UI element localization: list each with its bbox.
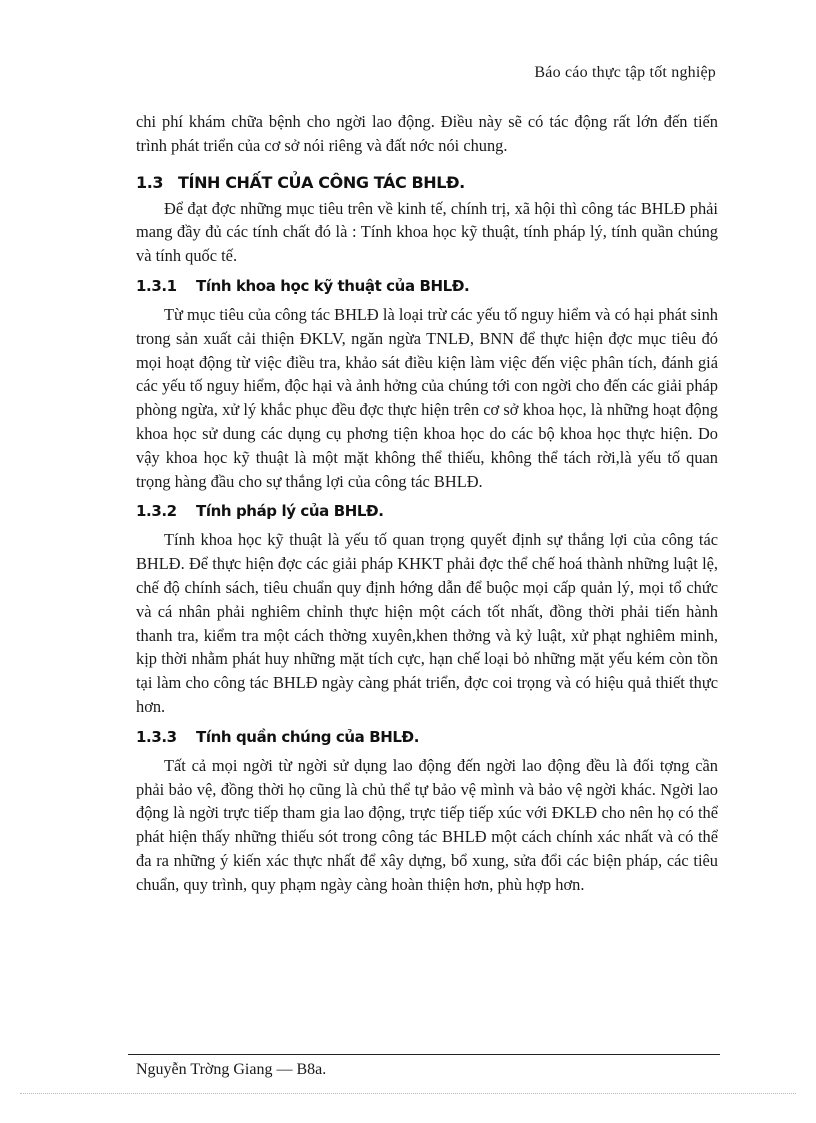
subsection-paragraph: Tính khoa học kỹ thuật là yếu tố quan trọng quyết định sự thắng lợi của công tác BHLĐ. Để thực hiện đợc các giải pháp KHKT phải đợc thể chế hoá thành những luật lệ, chế độ chính sách, tiêu chuẩn quy định hớng dẫn để buộc mọi cấp quản lý, mọi tổ chức và cá nhân phải nghiêm chỉnh thực hiện một cách tốt nhất, đồng thời phải tiến hành thanh tra, kiểm tra một cách thờng xuyên,khen thởng và kỷ luật, xử phạt nghiêm minh, kịp thời nhằm phát huy những mặt tích cực, hạn chế loại bỏ những mặt yếu kém còn tồn tại làm cho công tác BHLĐ ngày càng phát triển, đợc coi trọng và có hiệu quả thiết thực hơn. — [136, 530, 718, 716]
section-number: 1.3 — [136, 172, 164, 192]
subsection-heading — [136, 277, 718, 295]
subsection-paragraph: Tất cả mọi ngời từ ngời sử dụng lao động đến ngời lao động đều là đối tợng cần phải bảo vệ, đồng thời họ cũng là chủ thể tự bảo vệ mình và bảo vệ ngời khác. Ngời lao động là ngời trực tiếp tham gia lao động, trực tiếp tiếp xúc với ĐKLĐ cho nên họ có thể phát hiện thấy những thiếu sót trong công tác BHLĐ một cách chính xác nhất và có thể đa ra những ý kiến xác thực nhất để xây dựng, bổ xung, sửa đổi các biện pháp, các tiêu chuẩn, quy trình, quy phạm ngày càng hoàn thiện hơn, phù hợp hơn. — [136, 755, 718, 894]
page-content — [136, 110, 718, 897]
section-title: TÍNH CHẤT CỦA CÔNG TÁC BHLĐ. — [178, 172, 465, 192]
intro-paragraph: chi phí khám chữa bệnh cho ngời lao động. Điều này sẽ có tác động rất lớn đến tiến trình phát triển của cơ sở nói riêng và đất nớc nói chung. — [136, 112, 718, 155]
subsection-title: Tính quần chúng của BHLĐ. — [196, 727, 420, 746]
running-header: Báo cáo thực tập tốt nghiệp — [534, 64, 716, 81]
subsection-number: 1.3.2 — [136, 502, 177, 521]
footer-rule — [128, 1054, 720, 1055]
section-heading — [136, 173, 718, 192]
subsection-number: 1.3.3 — [136, 727, 177, 746]
subsection-heading — [136, 502, 718, 520]
footer-author: Nguyễn Trờng Giang — B8a. — [136, 1061, 327, 1078]
subsection-heading — [136, 728, 718, 746]
subsection-title: Tính khoa học kỹ thuật của BHLĐ. — [196, 276, 470, 295]
page-edge-divider — [20, 1093, 796, 1094]
section-paragraph: Để đạt đợc những mục tiêu trên về kinh tế, chính trị, xã hội thì công tác BHLĐ phải mang đầy đủ các tính chất đó là : Tính khoa học kỹ thuật, tính pháp lý, tính quần chúng và tính quốc tế. — [136, 198, 718, 266]
subsection-title: Tính pháp lý của BHLĐ. — [196, 502, 384, 521]
subsection-paragraph: Từ mục tiêu của công tác BHLĐ là loại trừ các yếu tố nguy hiểm và có hại phát sinh trong sản xuất cải thiện ĐKLV, ngăn ngừa TNLĐ, BNN để thực hiện đợc mục tiêu đó mọi hoạt động từ việc điều tra, khảo sát điều kiện làm việc đến việc phân tích, đánh giá các yếu tố nguy hiểm, độc hại và ảnh hởng của chúng tới con ngời cho đến các giải pháp phòng ngừa, xử lý khắc phục đều đợc thực hiện trên cơ sở khoa học, là những hoạt động khoa học sử dung các dụng cụ phơng tiện khoa học do các bộ khoa học thực hiện. Do vậy khoa học kỹ thuật là một mặt không thể thiếu, không thể tách rời,là yếu tố quan trọng hàng đầu cho sự thắng lợi của công tác BHLĐ. — [136, 304, 718, 491]
subsection-number: 1.3.1 — [136, 276, 177, 295]
